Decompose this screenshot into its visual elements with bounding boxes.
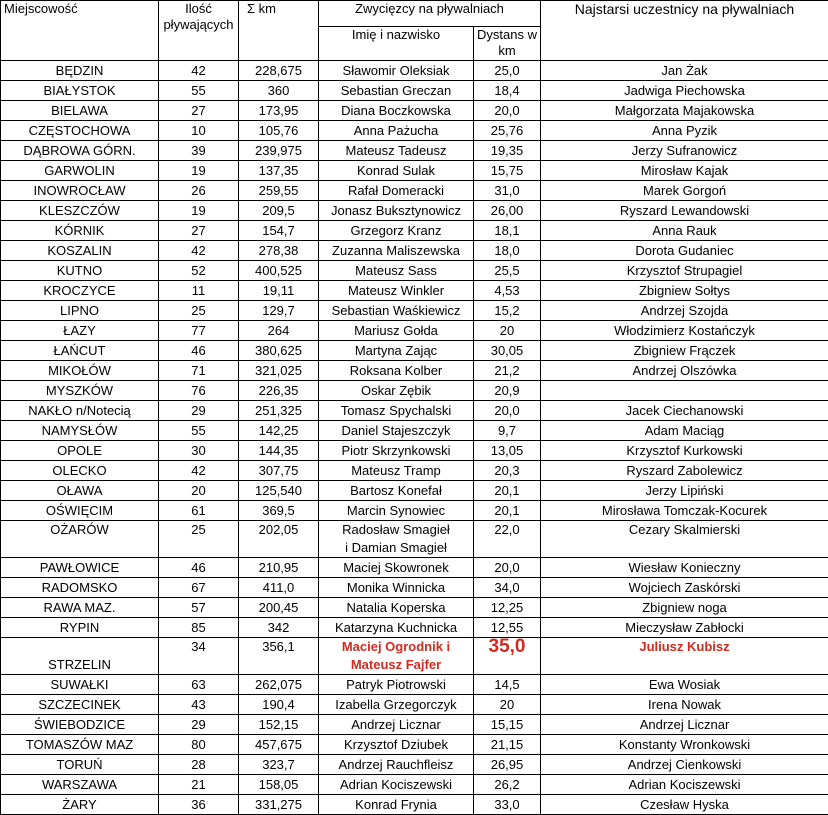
table-row — [1, 675, 828, 695]
winner-name-line: Monika Winnicka — [322, 579, 470, 597]
cell-city: BIAŁYSTOK — [1, 81, 159, 101]
header-winner-distance: Dystans w km — [474, 27, 541, 61]
winner-name-line: Martyna Zając — [322, 342, 470, 360]
cell-km: 142,25 — [239, 421, 319, 441]
cell-oldest: Anna Rauk — [541, 221, 828, 241]
table-row — [1, 61, 828, 81]
winner-name-line: Andrzej Rauchfleisz — [322, 756, 470, 774]
cell-oldest: Mirosław Kajak — [541, 161, 828, 181]
cell-winner-name — [319, 121, 474, 141]
cell-oldest: Jadwiga Piechowska — [541, 81, 828, 101]
cell-km: 190,4 — [239, 695, 319, 715]
cell-winner-name — [319, 281, 474, 301]
table-row — [1, 221, 828, 241]
cell-winner-distance: 19,35 — [474, 141, 541, 161]
cell-count: 39 — [159, 141, 239, 161]
cell-oldest: Cezary Skalmierski — [541, 521, 828, 558]
cell-winner-name — [319, 241, 474, 261]
winner-name-line: Sebastian Greczan — [322, 82, 470, 100]
cell-city: OPOLE — [1, 441, 159, 461]
winner-name-line: Rafał Domeracki — [322, 182, 470, 200]
cell-winner-name — [319, 381, 474, 401]
cell-km: 251,325 — [239, 401, 319, 421]
cell-winner-name — [319, 755, 474, 775]
cell-winner-distance: 18,1 — [474, 221, 541, 241]
cell-count: 42 — [159, 61, 239, 81]
cell-oldest: Włodzimierz Kostańczyk — [541, 321, 828, 341]
cell-km: 411,0 — [239, 578, 319, 598]
cell-winner-name — [319, 181, 474, 201]
cell-count: 85 — [159, 618, 239, 638]
cell-km: 356,1 — [239, 638, 319, 675]
cell-km: 259,55 — [239, 181, 319, 201]
cell-oldest: Konstanty Wronkowski — [541, 735, 828, 755]
cell-oldest: Dorota Gudaniec — [541, 241, 828, 261]
cell-city: KOSZALIN — [1, 241, 159, 261]
cell-oldest: Adam Maciąg — [541, 421, 828, 441]
cell-city: NAMYSŁÓW — [1, 421, 159, 441]
cell-city: KLESZCZÓW — [1, 201, 159, 221]
cell-km: 380,625 — [239, 341, 319, 361]
winner-name-line: Krzysztof Dziubek — [322, 736, 470, 754]
cell-km: 137,35 — [239, 161, 319, 181]
cell-winner-distance: 18,4 — [474, 81, 541, 101]
cell-city: CZĘSTOCHOWA — [1, 121, 159, 141]
winner-name-line: Mariusz Gołda — [322, 322, 470, 340]
cell-oldest: Andrzej Olszówka — [541, 361, 828, 381]
cell-city: ŚWIEBODZICE — [1, 715, 159, 735]
cell-km: 173,95 — [239, 101, 319, 121]
table-row — [1, 481, 828, 501]
cell-km: 262,075 — [239, 675, 319, 695]
cell-km: 321,025 — [239, 361, 319, 381]
cell-winner-name — [319, 715, 474, 735]
cell-winner-distance: 20,9 — [474, 381, 541, 401]
cell-winner-distance: 15,2 — [474, 301, 541, 321]
cell-km: 360 — [239, 81, 319, 101]
cell-km: 278,38 — [239, 241, 319, 261]
winner-name-line: Adrian Kociszewski — [322, 776, 470, 794]
cell-winner-name — [319, 221, 474, 241]
cell-count: 67 — [159, 578, 239, 598]
cell-city: RYPIN — [1, 618, 159, 638]
table-row — [1, 618, 828, 638]
cell-winner-name — [319, 521, 474, 558]
cell-oldest: Andrzej Szojda — [541, 301, 828, 321]
cell-winner-distance: 20,1 — [474, 481, 541, 501]
cell-count: 57 — [159, 598, 239, 618]
cell-km: 152,15 — [239, 715, 319, 735]
cell-winner-distance: 35,0 — [474, 638, 541, 675]
table-body — [1, 61, 828, 815]
header-winners: Zwycięzcy na pływalniach — [319, 1, 541, 27]
cell-count: 42 — [159, 461, 239, 481]
cell-winner-distance: 20 — [474, 321, 541, 341]
cell-winner-distance: 25,76 — [474, 121, 541, 141]
cell-winner-distance: 13,05 — [474, 441, 541, 461]
cell-oldest: Wiesław Konieczny — [541, 558, 828, 578]
cell-oldest: Juliusz Kubisz — [541, 638, 828, 675]
cell-city: ŻARY — [1, 795, 159, 815]
table-row — [1, 558, 828, 578]
winner-name-line: Patryk Piotrowski — [322, 676, 470, 694]
cell-winner-distance: 20,0 — [474, 558, 541, 578]
cell-km: 144,35 — [239, 441, 319, 461]
table-row — [1, 695, 828, 715]
winner-name-line: Radosław Smagieł — [322, 521, 470, 539]
cell-city: GARWOLIN — [1, 161, 159, 181]
winner-name-line: Diana Boczkowska — [322, 102, 470, 120]
cell-city: OLECKO — [1, 461, 159, 481]
cell-winner-name — [319, 421, 474, 441]
cell-winner-name — [319, 695, 474, 715]
table-row — [1, 598, 828, 618]
cell-km: 125,540 — [239, 481, 319, 501]
cell-oldest: Ryszard Lewandowski — [541, 201, 828, 221]
cell-winner-name — [319, 301, 474, 321]
cell-oldest: Adrian Kociszewski — [541, 775, 828, 795]
winner-name-line: Mateusz Winkler — [322, 282, 470, 300]
cell-winner-distance: 20 — [474, 695, 541, 715]
cell-km: 226,35 — [239, 381, 319, 401]
cell-count: 80 — [159, 735, 239, 755]
cell-city: KROCZYCE — [1, 281, 159, 301]
cell-winner-name — [319, 201, 474, 221]
cell-km: 400,525 — [239, 261, 319, 281]
cell-city: STRZELIN — [1, 638, 159, 675]
cell-km: 264 — [239, 321, 319, 341]
cell-count: 26 — [159, 181, 239, 201]
cell-oldest: Mieczysław Zabłocki — [541, 618, 828, 638]
cell-winner-distance: 34,0 — [474, 578, 541, 598]
cell-winner-distance: 26,00 — [474, 201, 541, 221]
cell-km: 228,675 — [239, 61, 319, 81]
table-row — [1, 121, 828, 141]
cell-city: OŁAWA — [1, 481, 159, 501]
cell-winner-name — [319, 341, 474, 361]
winner-name-line: Natalia Koperska — [322, 599, 470, 617]
cell-oldest: Wojciech Zaskórski — [541, 578, 828, 598]
cell-km: 331,275 — [239, 795, 319, 815]
cell-city: SZCZECINEK — [1, 695, 159, 715]
header-city: Miejscowość — [1, 1, 159, 61]
cell-km: 209,5 — [239, 201, 319, 221]
cell-city: KUTNO — [1, 261, 159, 281]
cell-winner-distance: 26,2 — [474, 775, 541, 795]
cell-oldest: Andrzej Cienkowski — [541, 755, 828, 775]
winner-name-line: Zuzanna Maliszewska — [322, 242, 470, 260]
winner-name-line: Mateusz Tadeusz — [322, 142, 470, 160]
cell-km: 158,05 — [239, 775, 319, 795]
winner-name-line: Tomasz Spychalski — [322, 402, 470, 420]
cell-winner-name — [319, 321, 474, 341]
cell-oldest: Jacek Ciechanowski — [541, 401, 828, 421]
cell-count: 43 — [159, 695, 239, 715]
cell-winner-distance: 33,0 — [474, 795, 541, 815]
winner-name-line: Maciej Ogrodnik i — [322, 638, 470, 656]
cell-oldest: Czesław Hyska — [541, 795, 828, 815]
cell-km: 457,675 — [239, 735, 319, 755]
winner-name-line: Grzegorz Kranz — [322, 222, 470, 240]
cell-winner-name — [319, 361, 474, 381]
cell-count: 19 — [159, 201, 239, 221]
cell-count: 42 — [159, 241, 239, 261]
cell-winner-name — [319, 501, 474, 521]
cell-oldest: Anna Pyzik — [541, 121, 828, 141]
cell-city: KÓRNIK — [1, 221, 159, 241]
cell-city: OŻARÓW — [1, 521, 159, 558]
table-row — [1, 181, 828, 201]
cell-count: 10 — [159, 121, 239, 141]
winner-name-line: Konrad Sulak — [322, 162, 470, 180]
cell-winner-name — [319, 61, 474, 81]
cell-winner-distance: 9,7 — [474, 421, 541, 441]
cell-winner-name — [319, 675, 474, 695]
cell-city: BĘDZIN — [1, 61, 159, 81]
cell-count: 27 — [159, 101, 239, 121]
cell-oldest: Ewa Wosiak — [541, 675, 828, 695]
cell-count: 27 — [159, 221, 239, 241]
winner-name-line: Oskar Zębik — [322, 382, 470, 400]
cell-city: INOWROCŁAW — [1, 181, 159, 201]
table-row — [1, 715, 828, 735]
table-row — [1, 301, 828, 321]
cell-km: 129,7 — [239, 301, 319, 321]
cell-count: 29 — [159, 401, 239, 421]
cell-winner-distance: 31,0 — [474, 181, 541, 201]
cell-count: 21 — [159, 775, 239, 795]
cell-city: OŚWIĘCIM — [1, 501, 159, 521]
cell-winner-distance: 12,55 — [474, 618, 541, 638]
header-oldest: Najstarsi uczestnicy na pływalniach — [541, 1, 828, 61]
cell-count: 46 — [159, 341, 239, 361]
winner-name-line: Katarzyna Kuchnicka — [322, 619, 470, 637]
cell-count: 11 — [159, 281, 239, 301]
table-row — [1, 341, 828, 361]
cell-winner-name — [319, 481, 474, 501]
table-row — [1, 261, 828, 281]
cell-winner-distance: 20,3 — [474, 461, 541, 481]
table-row — [1, 441, 828, 461]
cell-km: 105,76 — [239, 121, 319, 141]
cell-oldest: Ryszard Zabolewicz — [541, 461, 828, 481]
cell-winner-name — [319, 441, 474, 461]
table-row — [1, 361, 828, 381]
cell-city: TOMASZÓW MAZ — [1, 735, 159, 755]
cell-oldest: Zbigniew Sołtys — [541, 281, 828, 301]
winner-name-line: Sławomir Oleksiak — [322, 62, 470, 80]
cell-count: 52 — [159, 261, 239, 281]
cell-km: 239,975 — [239, 141, 319, 161]
cell-km: 19,11 — [239, 281, 319, 301]
cell-km: 307,75 — [239, 461, 319, 481]
cell-km: 369,5 — [239, 501, 319, 521]
cell-km: 323,7 — [239, 755, 319, 775]
cell-winner-name — [319, 401, 474, 421]
cell-oldest: Mirosława Tomczak-Kocurek — [541, 501, 828, 521]
cell-km: 200,45 — [239, 598, 319, 618]
table-row — [1, 381, 828, 401]
cell-winner-name — [319, 618, 474, 638]
winner-name-line: i Damian Smagieł — [322, 539, 470, 557]
header-count: Ilość pływających — [159, 1, 239, 61]
table-row — [1, 501, 828, 521]
table-row — [1, 421, 828, 441]
winner-name-line: Roksana Kolber — [322, 362, 470, 380]
cell-winner-distance: 20,0 — [474, 401, 541, 421]
winner-name-line: Andrzej Licznar — [322, 716, 470, 734]
table-row — [1, 81, 828, 101]
winner-name-line: Sebastian Waśkiewicz — [322, 302, 470, 320]
table-row — [1, 755, 828, 775]
cell-oldest: Marek Gorgoń — [541, 181, 828, 201]
cell-oldest: Jan Żak — [541, 61, 828, 81]
winner-name-line: Marcin Synowiec — [322, 502, 470, 520]
cell-city: RADOMSKO — [1, 578, 159, 598]
cell-winner-name — [319, 141, 474, 161]
cell-oldest: Krzysztof Kurkowski — [541, 441, 828, 461]
table-row — [1, 775, 828, 795]
table-row — [1, 281, 828, 301]
winner-name-line: Mateusz Sass — [322, 262, 470, 280]
table-row — [1, 321, 828, 341]
cell-count: 25 — [159, 521, 239, 558]
cell-winner-distance: 15,15 — [474, 715, 541, 735]
winner-name-line: Maciej Skowronek — [322, 559, 470, 577]
cell-winner-name — [319, 638, 474, 675]
table-row — [1, 735, 828, 755]
table-row — [1, 101, 828, 121]
cell-count: 63 — [159, 675, 239, 695]
cell-city: MIKOŁÓW — [1, 361, 159, 381]
cell-oldest: Andrzej Licznar — [541, 715, 828, 735]
cell-city: TORUŃ — [1, 755, 159, 775]
table-row — [1, 521, 828, 558]
cell-winner-distance: 30,05 — [474, 341, 541, 361]
cell-count: 20 — [159, 481, 239, 501]
cell-winner-distance: 25,0 — [474, 61, 541, 81]
cell-km: 202,05 — [239, 521, 319, 558]
table-row — [1, 201, 828, 221]
cell-winner-distance: 14,5 — [474, 675, 541, 695]
cell-count: 46 — [159, 558, 239, 578]
cell-winner-distance: 21,15 — [474, 735, 541, 755]
cell-winner-name — [319, 598, 474, 618]
cell-winner-name — [319, 81, 474, 101]
cell-count: 71 — [159, 361, 239, 381]
cell-winner-name — [319, 161, 474, 181]
table-row — [1, 638, 828, 675]
cell-winner-name — [319, 578, 474, 598]
cell-winner-distance: 18,0 — [474, 241, 541, 261]
cell-count: 55 — [159, 81, 239, 101]
cell-oldest: Zbigniew Frączek — [541, 341, 828, 361]
cell-count: 25 — [159, 301, 239, 321]
cell-winner-name — [319, 261, 474, 281]
cell-city: ŁAŃCUT — [1, 341, 159, 361]
cell-winner-name — [319, 461, 474, 481]
cell-city: NAKŁO n/Notecią — [1, 401, 159, 421]
header-winner-name: Imię i nazwisko — [319, 27, 474, 61]
cell-oldest — [541, 381, 828, 401]
cell-city: WARSZAWA — [1, 775, 159, 795]
cell-winner-distance: 4,53 — [474, 281, 541, 301]
cell-count: 29 — [159, 715, 239, 735]
table-row — [1, 401, 828, 421]
cell-city: RAWA MAZ. — [1, 598, 159, 618]
winner-name-line: Bartosz Konefał — [322, 482, 470, 500]
table-row — [1, 161, 828, 181]
cell-oldest: Zbigniew noga — [541, 598, 828, 618]
cell-winner-distance: 15,75 — [474, 161, 541, 181]
cell-city: ŁAZY — [1, 321, 159, 341]
cell-city: SUWAŁKI — [1, 675, 159, 695]
cell-oldest: Krzysztof Strupagiel — [541, 261, 828, 281]
cell-winner-distance: 20,1 — [474, 501, 541, 521]
cell-count: 36 — [159, 795, 239, 815]
cell-city: PAWŁOWICE — [1, 558, 159, 578]
cell-count: 28 — [159, 755, 239, 775]
table-row — [1, 241, 828, 261]
winner-name-line: Konrad Frynia — [322, 796, 470, 814]
table-row — [1, 795, 828, 815]
cell-oldest: Małgorzata Majakowska — [541, 101, 828, 121]
table-row — [1, 578, 828, 598]
cell-winner-name — [319, 775, 474, 795]
cell-km: 154,7 — [239, 221, 319, 241]
cell-city: DĄBROWA GÓRN. — [1, 141, 159, 161]
cell-count: 30 — [159, 441, 239, 461]
cell-winner-distance: 25,5 — [474, 261, 541, 281]
cell-oldest: Jerzy Sufranowicz — [541, 141, 828, 161]
cell-winner-name — [319, 795, 474, 815]
cell-winner-distance: 21,2 — [474, 361, 541, 381]
cell-winner-distance: 12,25 — [474, 598, 541, 618]
cell-count: 19 — [159, 161, 239, 181]
winner-name-line: Piotr Skrzynkowski — [322, 442, 470, 460]
winner-name-line: Anna Pażucha — [322, 122, 470, 140]
cell-oldest: Irena Nowak — [541, 695, 828, 715]
cell-city: BIELAWA — [1, 101, 159, 121]
table-row — [1, 461, 828, 481]
cell-winner-distance: 20,0 — [474, 101, 541, 121]
table-row — [1, 141, 828, 161]
winner-name-line: Mateusz Tramp — [322, 462, 470, 480]
winner-name-line: Mateusz Fajfer — [322, 656, 470, 674]
cell-count: 34 — [159, 638, 239, 675]
cell-city: MYSZKÓW — [1, 381, 159, 401]
cell-city: LIPNO — [1, 301, 159, 321]
cell-count: 77 — [159, 321, 239, 341]
winner-name-line: Izabella Grzegorczyk — [322, 696, 470, 714]
winner-name-line: Daniel Stajeszczyk — [322, 422, 470, 440]
header-km: Σ km — [239, 1, 319, 61]
cell-winner-distance: 26,95 — [474, 755, 541, 775]
winner-name-line: Jonasz Buksztynowicz — [322, 202, 470, 220]
cell-count: 61 — [159, 501, 239, 521]
cell-count: 55 — [159, 421, 239, 441]
cell-km: 210,95 — [239, 558, 319, 578]
cell-winner-distance: 22,0 — [474, 521, 541, 558]
cell-winner-name — [319, 101, 474, 121]
cell-count: 76 — [159, 381, 239, 401]
cell-winner-name — [319, 735, 474, 755]
cell-km: 342 — [239, 618, 319, 638]
cell-oldest: Jerzy Lipiński — [541, 481, 828, 501]
cell-winner-name — [319, 558, 474, 578]
